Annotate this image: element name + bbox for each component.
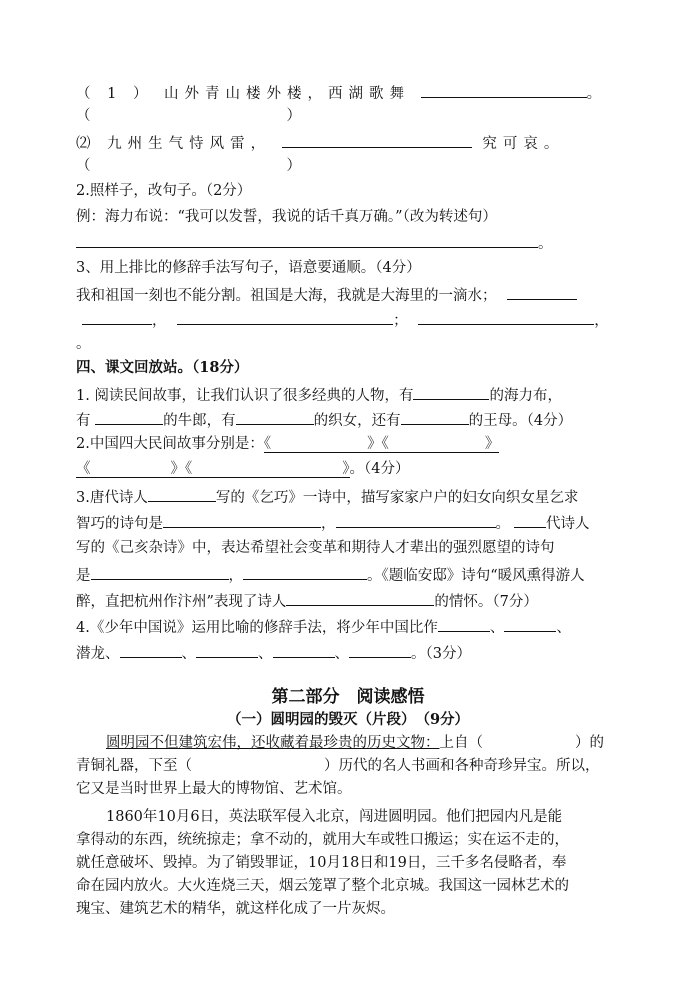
q3-line2 <box>76 309 609 331</box>
punct: 、 <box>181 646 196 662</box>
text: 是 <box>76 568 91 584</box>
text: 的情怀。（7分） <box>434 594 538 610</box>
answer-blank[interactable] <box>514 512 546 528</box>
text: 的织女，还有 <box>313 413 401 429</box>
bracket: 》 <box>342 461 350 477</box>
text: 青铜礼器，下至（ <box>76 758 192 774</box>
poem-item-2 <box>76 132 564 154</box>
punct: 、 <box>258 646 273 662</box>
q3-sentence: 我和祖国一刻也不能分割。祖国是大海，我就是大海里的一滴水； <box>76 288 497 304</box>
punct: ， <box>152 313 167 329</box>
bracket: 《 <box>263 436 272 452</box>
answer-blank[interactable] <box>196 642 258 658</box>
q3-line1 <box>76 284 577 306</box>
text: 有 <box>76 413 91 429</box>
paren-close: ） <box>286 158 301 174</box>
answer-blank[interactable] <box>163 512 321 528</box>
answer-blank[interactable] <box>282 132 472 148</box>
q3-end: 。 <box>76 336 91 352</box>
punct: ， <box>594 313 609 329</box>
bracket: 》《 <box>367 436 389 452</box>
passage-p2-line1: 1860年10月6日，英法联军侵入北京，闯进圆明园。他们把园内凡是能 <box>106 809 563 825</box>
poem-item-2-prefix: ⑵ 九州生气恃风雷， <box>76 136 272 152</box>
poem-item-2-suffix: 究可哀。 <box>482 136 565 152</box>
text: 潜龙、 <box>76 646 120 662</box>
s4-q2-line1 <box>76 434 499 454</box>
text: 2.中国四大民间故事分别是： <box>76 436 264 452</box>
text: ）的 <box>575 735 604 751</box>
section-4-heading: 四、课文回放站。（18分） <box>76 359 249 376</box>
answer-blank[interactable] <box>286 590 434 606</box>
punct: ； <box>393 313 408 329</box>
answer-blank[interactable] <box>243 564 367 580</box>
answer-blank[interactable] <box>76 232 538 248</box>
answer-blank[interactable] <box>148 486 216 502</box>
text: 的海力布， <box>489 388 562 404</box>
answer-blank[interactable] <box>95 409 163 425</box>
passage-1-heading: （一）圆明园的毁灭（片段） （9分） <box>226 711 470 728</box>
answer-blank[interactable] <box>418 309 594 325</box>
answer-blank[interactable] <box>236 409 314 425</box>
answer-blank-group[interactable] <box>76 461 350 478</box>
punct: 、 <box>489 620 505 636</box>
punct: 。 <box>538 236 553 252</box>
underlined-sentence: 圆明园不但建筑宏伟，还收藏着最珍贵的历史文物： <box>106 735 440 751</box>
text: 代诗人 <box>546 516 590 532</box>
answer-blank[interactable] <box>504 616 556 632</box>
poem-item-1 <box>76 82 607 104</box>
q2-answer-line <box>76 232 553 254</box>
bracket: 》 <box>484 436 500 452</box>
answer-blank-group[interactable] <box>264 436 500 453</box>
text: ）历代的名人书画和各种奇珍异宝。所以， <box>324 758 600 774</box>
text: 智巧的诗句是 <box>76 516 163 532</box>
text: 的王母。（4分） <box>468 413 573 429</box>
answer-blank[interactable] <box>82 309 152 325</box>
bracket: 《 <box>76 461 91 477</box>
passage-p1-line3: 它又是当时世界上最大的博物馆、艺术馆。 <box>76 781 352 797</box>
poem-item-1-paren <box>76 106 301 126</box>
answer-blank[interactable] <box>177 309 393 325</box>
passage-p2-line5: 瑰宝、建筑艺术的精华，就这样化成了一片灰烬。 <box>76 901 395 917</box>
punct: 、 <box>556 620 571 636</box>
answer-blank[interactable] <box>401 409 469 425</box>
answer-blank[interactable] <box>91 564 229 580</box>
passage-p2-line2: 拿得动的东西，统统掠走；拿不动的，就用大车或牲口搬运；实在运不走的， <box>76 832 569 848</box>
part-2-heading: 第二部分 阅读感悟 <box>271 687 425 707</box>
paren-open: （ <box>76 158 91 174</box>
passage-p2-line3: 就任意破坏、毁掉。为了销毁罪证，10月18日和19日，三千多名侵略者，奉 <box>76 855 567 871</box>
answer-blank[interactable] <box>349 642 411 658</box>
text: 1. 阅读民间故事，让我们认识了很多经典的人物，有 <box>76 388 414 404</box>
poem-item-1-prefix: （ 1 ） 山外青山楼外楼，西湖歌舞 <box>76 86 411 102</box>
answer-blank[interactable] <box>438 616 490 632</box>
text: 。（4分） <box>349 461 410 477</box>
answer-blank[interactable] <box>336 512 496 528</box>
text: ， <box>321 516 336 532</box>
answer-blank[interactable] <box>273 642 335 658</box>
s4-q3-line1 <box>76 486 578 508</box>
text: 醉，直把杭州作汴州”表现了诗人 <box>76 594 287 610</box>
s4-q1-line1 <box>76 384 562 406</box>
s4-q1-line2 <box>76 409 572 431</box>
s4-q3-line3: 写的《己亥杂诗》中，表达希望社会变革和期待人才辈出的强烈愿望的诗句 <box>76 540 555 556</box>
s4-q4-line2 <box>76 642 471 664</box>
s4-q4-line1 <box>76 616 571 638</box>
text: ， <box>228 568 243 584</box>
poem-item-2-paren <box>76 156 301 176</box>
s4-q2-line2 <box>76 459 409 479</box>
passage-p1-line2 <box>76 756 600 776</box>
q2-example: 例：海力布说：“我可以发誓，我说的话千真万确。”（改为转述句） <box>76 209 497 225</box>
s4-q3-line5 <box>76 590 538 612</box>
s4-q3-line4 <box>76 564 585 586</box>
text: 写的《乞巧》一诗中，描写家家户户的妇女向织女星乞求 <box>215 490 579 506</box>
q3-title: 3、用上排比的修辞手法写句子，语意要通顺。（4分） <box>76 260 421 276</box>
paren-close: ） <box>286 108 301 124</box>
text: 3.唐代诗人 <box>76 490 148 506</box>
bracket: 》《 <box>170 461 193 477</box>
text: 。（3分） <box>411 646 471 662</box>
paren-open: （ <box>76 108 91 124</box>
s4-q3-line2 <box>76 512 590 534</box>
passage-p1-line1 <box>106 733 604 753</box>
punct: 。 <box>586 86 608 102</box>
answer-blank[interactable] <box>120 642 182 658</box>
punct: 、 <box>334 646 349 662</box>
answer-blank[interactable] <box>421 82 587 98</box>
text: 的牛郎，有 <box>163 413 236 429</box>
text: 4.《少年中国说》运用比喻的修辞手法，将少年中国比作 <box>76 620 438 636</box>
q2-title: 2.照样子，改句子。（2分） <box>76 183 252 199</box>
text: 。 <box>495 516 510 532</box>
text: 。《题临安邸》诗句“暖风熏得游人 <box>367 568 585 584</box>
passage-p2-line4: 命在园内放火。大火连烧三天，烟云笼罩了整个北京城。我国这一园林艺术的 <box>76 878 569 894</box>
answer-blank[interactable] <box>507 284 577 300</box>
text: 上自（ <box>439 735 483 751</box>
answer-blank[interactable] <box>413 384 489 400</box>
